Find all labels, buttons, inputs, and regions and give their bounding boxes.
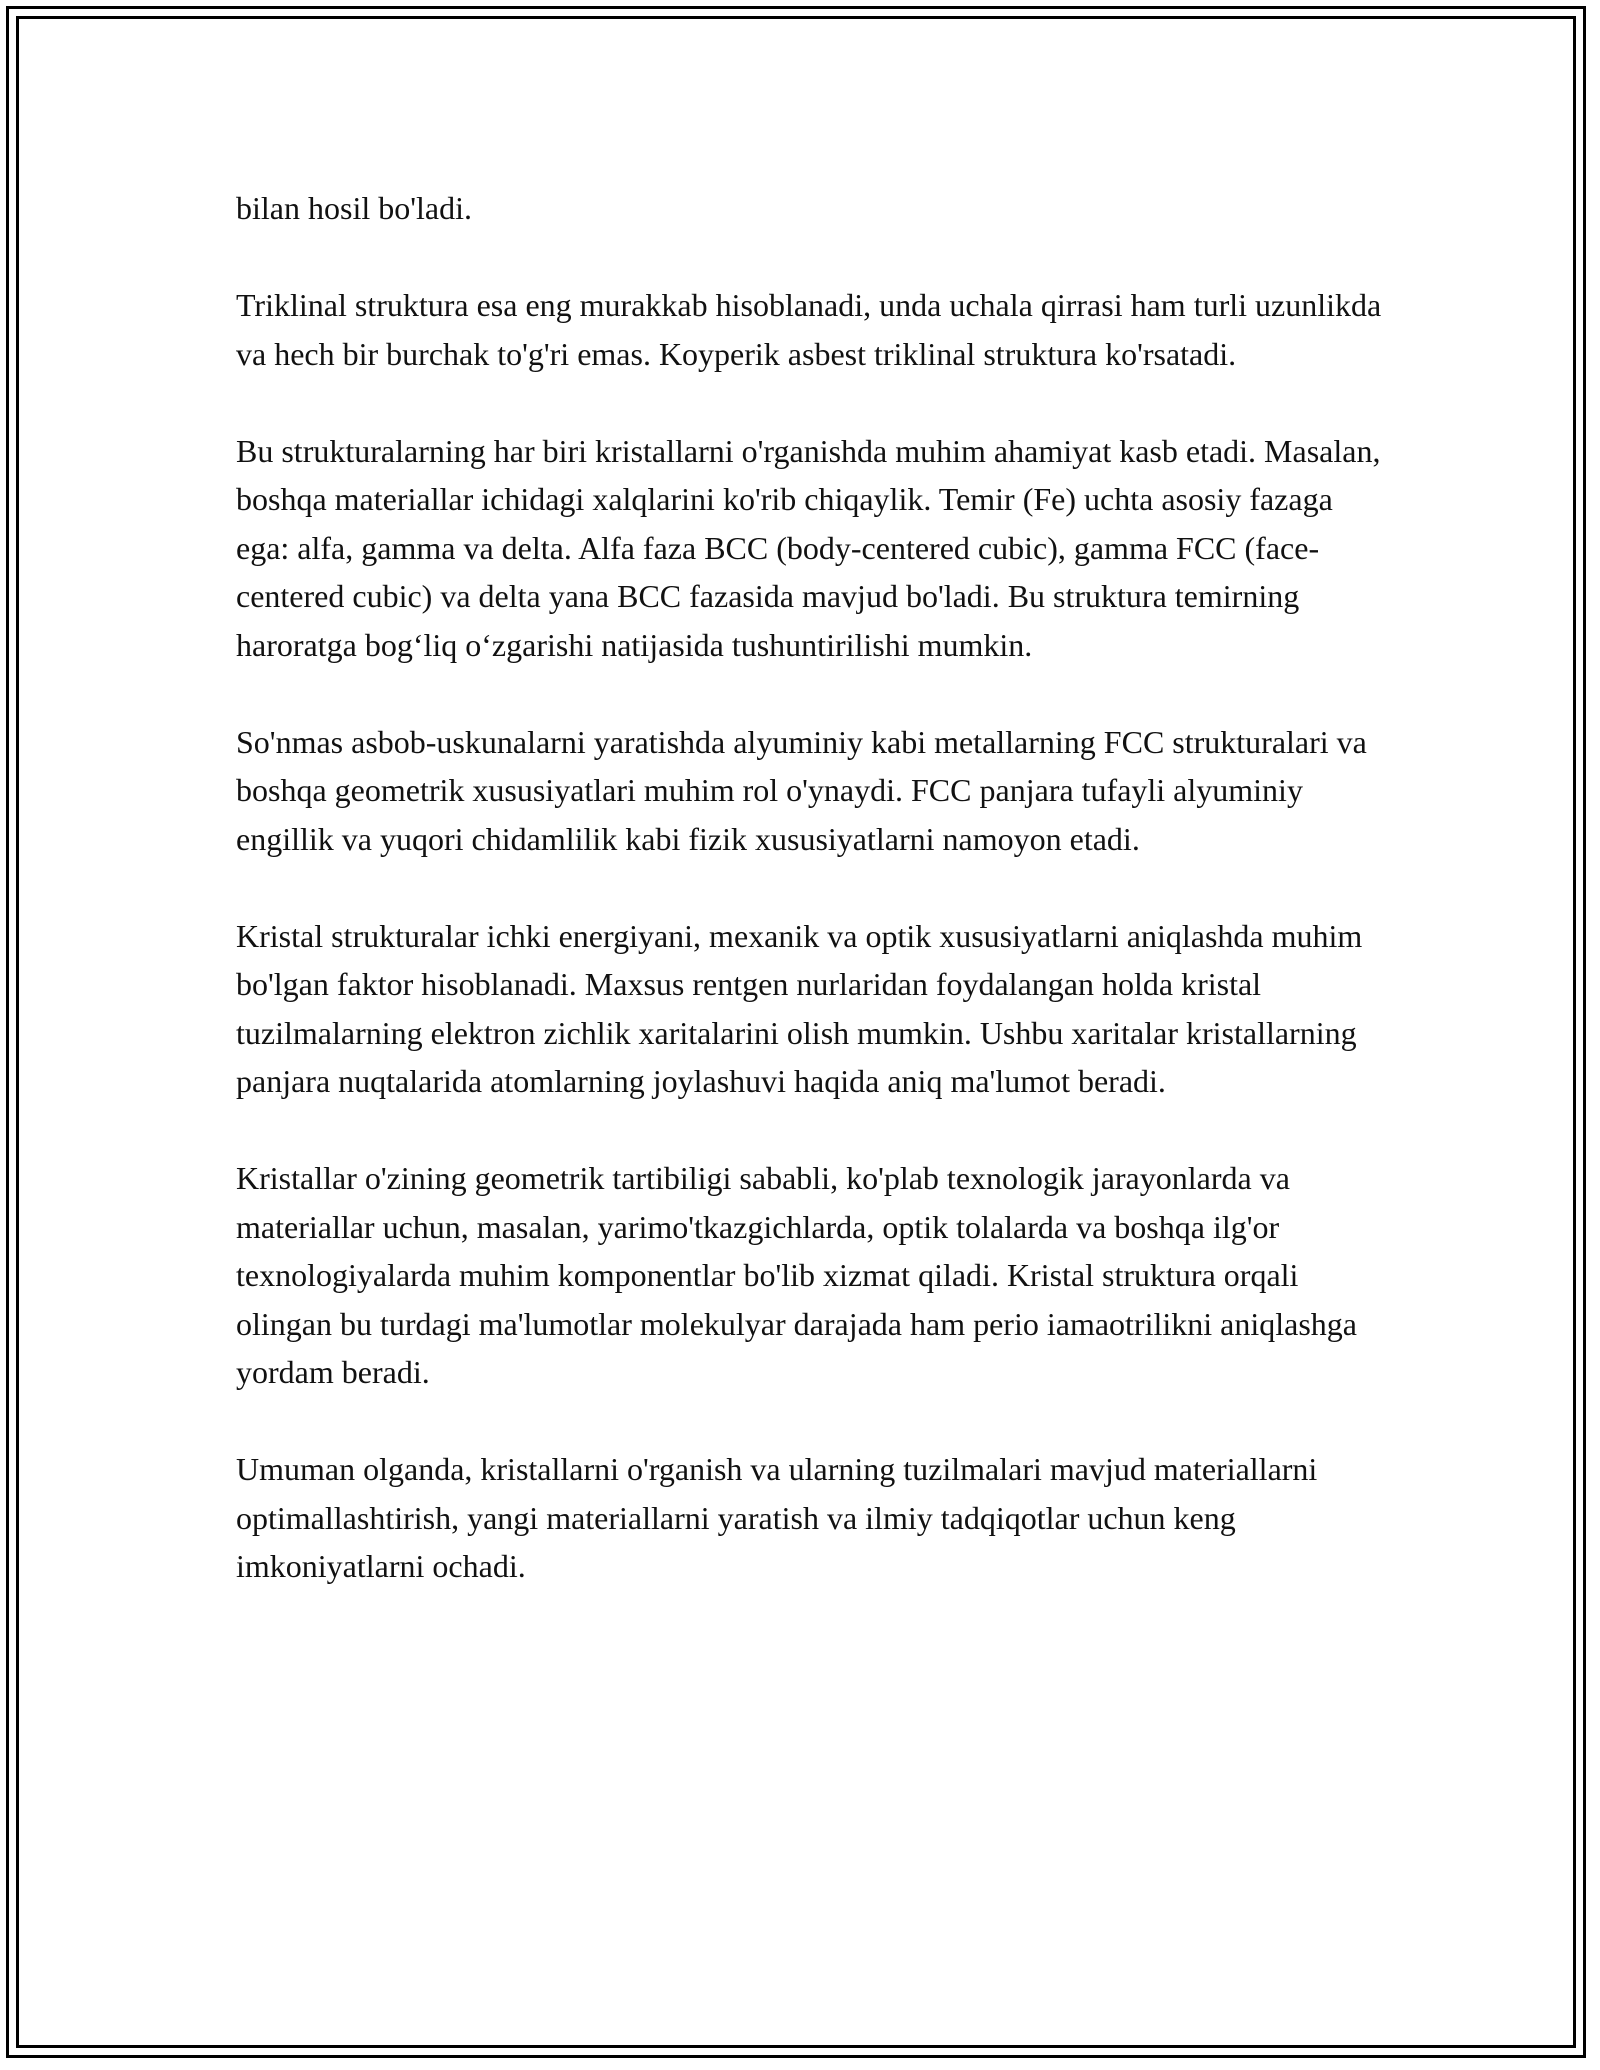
paragraph-1: bilan hosil bo'ladi. (236, 190, 472, 226)
document-body (236, 184, 1386, 1591)
paragraph-3: Bu strukturalarning har biri kristallarni o'rganishda muhim ahamiyat kasb etadi. Masalan, boshqa materiallar ichidagi xalqlarini ko'rib chiqaylik. Temir (Fe) uchta asosiy fazaga ega: alfa, gamma va delta. Alfa faza BCC (body-centered cubic), gamma FCC (face-centered cubic) va delta yana BCC fazasida mavjud bo'ladi. Bu struktura temirning haroratga bog‘liq o‘zgarishi natijasida tushuntirilishi mumkin. (236, 432, 1381, 663)
paragraph-5: Kristal strukturalar ichki energiyani, mexanik va optik xususiyatlarni aniqlashda muhim bo'lgan faktor hisoblanadi. Maxsus rentgen nurlaridan foydalangan holda kristal tuzilmalarning elektron zichlik xaritalarini olish mumkin. Ushbu xaritalar kristallarning panjara nuqtalarida atomlarning joylashuvi haqida aniq ma'lumot beradi. (236, 917, 1363, 1099)
paragraph-6: Kristallar o'zining geometrik tartibiligi sababli, ko'plab texnologik jarayonlarda va materiallar uchun, masalan, yarimo'tkazgichlarda, optik tolalarda va boshqa ilg'or texnologiyalarda muhim komponentlar bo'lib xizmat qiladi. Kristal struktura orqali olingan bu turdagi ma'lumotlar molekulyar darajada ham perio iamaotrilikni aniqlashga yordam beradi. (236, 1160, 1357, 1390)
paragraph-7: Umuman olganda, kristallarni o'rganish va ularning tuzilmalari mavjud materiallarni optimallashtirish, yangi materiallarni yaratish va ilmiy tadqiqotlar uchun keng imkoniyatlarni ochadi. (236, 1451, 1318, 1584)
paragraph-4: So'nmas asbob-uskunalarni yaratishda alyuminiy kabi metallarning FCC strukturalari va boshqa geometrik xususiyatlari muhim rol o'ynaydi. FCC panjara tufayli alyuminiy engillik va yuqori chidamlilik kabi fizik xususiyatlarni namoyon etadi. (236, 723, 1367, 857)
paragraph-2: Triklinal struktura esa eng murakkab hisoblanadi, unda uchala qirrasi ham turli uzunlikda va hech bir burchak to'g'ri emas. Koyperik asbest triklinal struktura ko'rsatadi. (236, 287, 1382, 372)
